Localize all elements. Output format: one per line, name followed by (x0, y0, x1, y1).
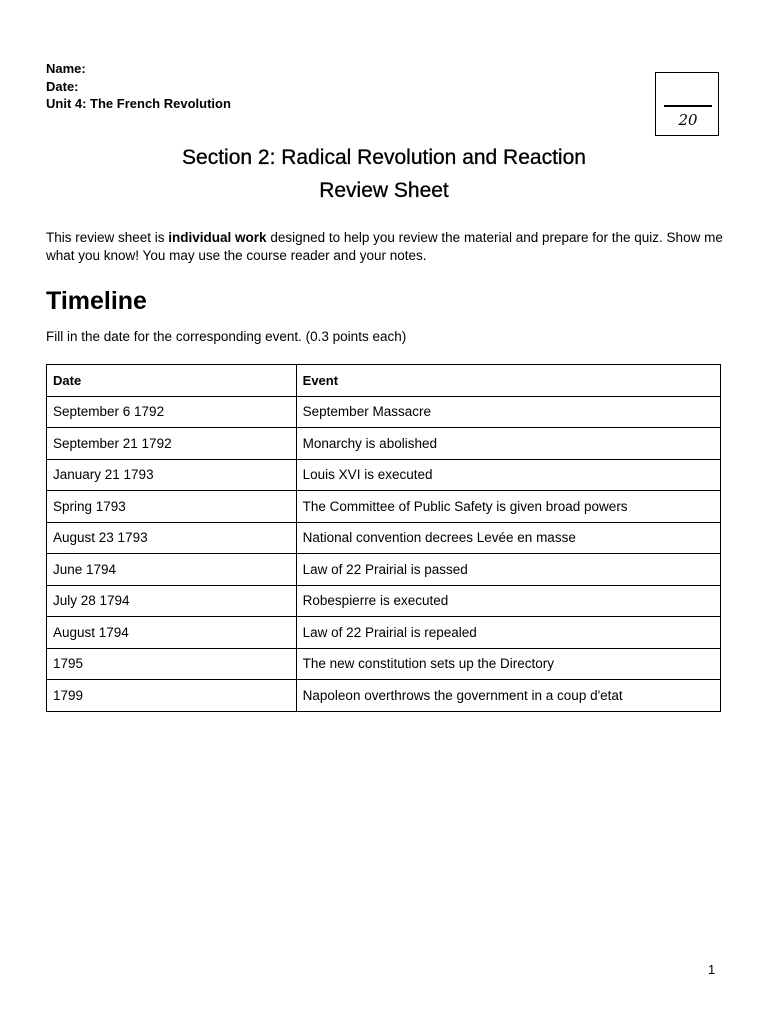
date-cell: January 21 1793 (47, 459, 297, 491)
intro-paragraph (46, 229, 726, 265)
table-row (47, 617, 721, 649)
table-row (47, 428, 721, 460)
event-cell: September Massacre (296, 396, 720, 428)
date-cell: July 28 1794 (47, 585, 297, 617)
section-title: Section 2: Radical Revolution and Reaction (182, 146, 586, 169)
date-cell: 1799 (47, 680, 297, 712)
table-row (47, 554, 721, 586)
sheet-title: Review Sheet (319, 179, 449, 202)
column-header-date: Date (47, 365, 297, 397)
date-cell: September 21 1792 (47, 428, 297, 460)
page-number: 1 (708, 962, 716, 977)
event-cell: Napoleon overthrows the government in a coup d'etat (296, 680, 720, 712)
date-cell: August 23 1793 (47, 522, 297, 554)
student-info-header (46, 60, 231, 113)
score-total: 20 (678, 111, 698, 129)
date-cell: August 1794 (47, 617, 297, 649)
event-cell: Law of 22 Prairial is passed (296, 554, 720, 586)
column-header-event: Event (296, 365, 720, 397)
date-cell: June 1794 (47, 554, 297, 586)
table-row (47, 491, 721, 523)
intro-text-end: designed to help you review the material and prepare for the quiz. Show me what you know! You may use the course reader and your notes. (46, 230, 723, 263)
table-row (47, 585, 721, 617)
event-cell: The new constitution sets up the Directory (296, 648, 720, 680)
intro-emphasis: individual work (168, 230, 267, 245)
event-cell: The Committee of Public Safety is given broad powers (296, 491, 720, 523)
event-cell: Louis XVI is executed (296, 459, 720, 491)
table-row (47, 522, 721, 554)
unit-label: Unit 4: The French Revolution (46, 96, 231, 111)
table-row (47, 396, 721, 428)
name-label: Name: (46, 61, 86, 76)
timeline-table (46, 364, 721, 712)
event-cell: Law of 22 Prairial is repealed (296, 617, 720, 649)
table-header-row (47, 365, 721, 397)
timeline-instruction: Fill in the date for the corresponding event. (0.3 points each) (46, 329, 407, 344)
table-row (47, 459, 721, 491)
date-cell: Spring 1793 (47, 491, 297, 523)
timeline-heading: Timeline (46, 287, 147, 315)
score-box (655, 72, 719, 136)
table-row (47, 648, 721, 680)
event-cell: Monarchy is abolished (296, 428, 720, 460)
date-cell: 1795 (47, 648, 297, 680)
event-cell: National convention decrees Levée en masse (296, 522, 720, 554)
table-row (47, 680, 721, 712)
date-cell: September 6 1792 (47, 396, 297, 428)
event-cell: Robespierre is executed (296, 585, 720, 617)
date-label: Date: (46, 78, 79, 94)
score-blank-line (664, 105, 712, 107)
intro-text-start: This review sheet is (46, 230, 169, 245)
